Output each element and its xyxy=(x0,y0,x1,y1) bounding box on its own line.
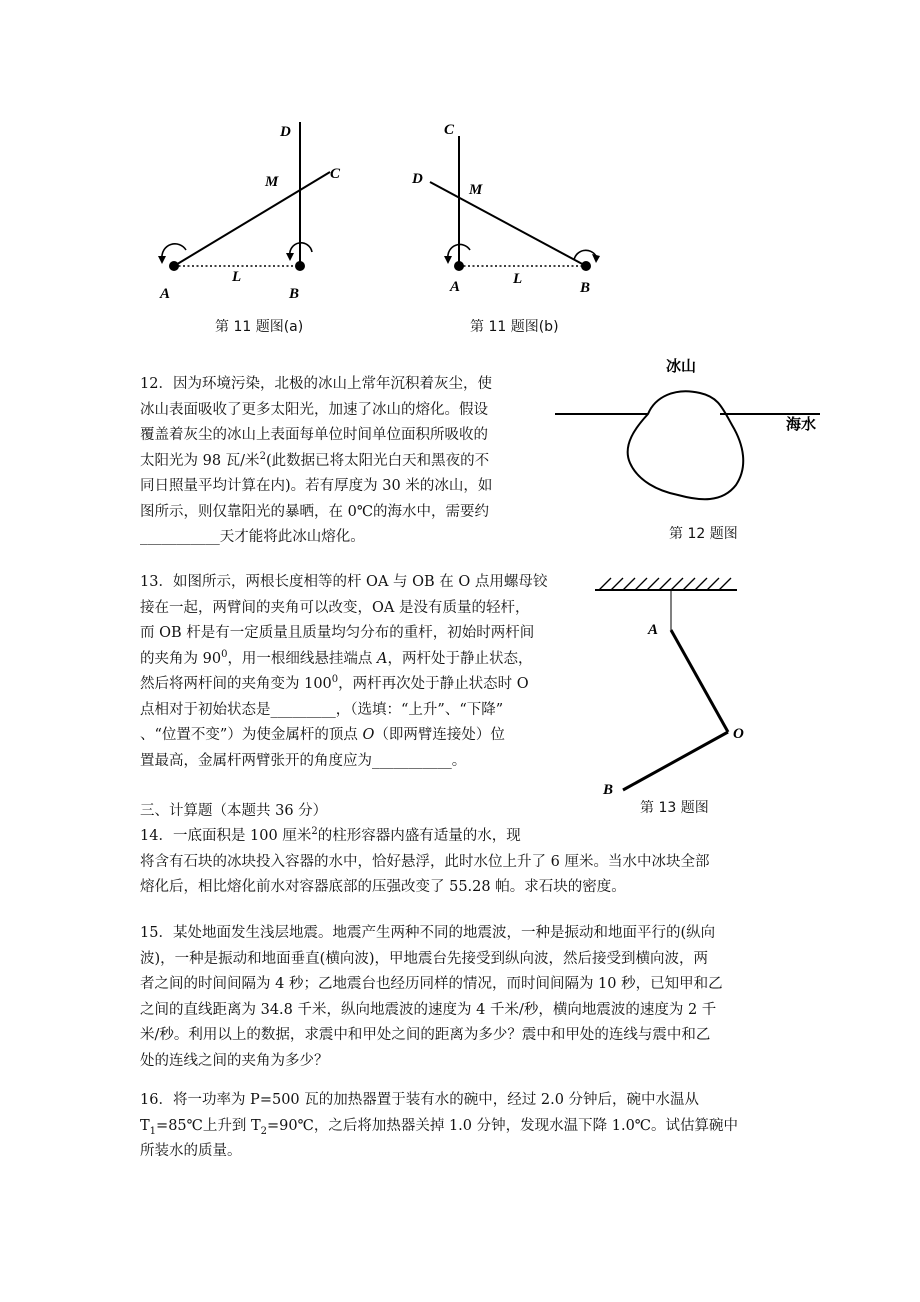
figure-12-caption: 第 12 题图 xyxy=(669,526,738,542)
figure-13-caption: 第 13 题图 xyxy=(640,800,709,816)
figure-13 xyxy=(595,570,765,805)
section-3-title: 三、计算题（本题共 36 分） xyxy=(140,803,328,819)
label-A: A xyxy=(160,286,171,302)
label-O: O xyxy=(733,726,744,742)
figure-12 xyxy=(550,345,840,515)
label-A: A xyxy=(450,279,461,295)
figure-11b xyxy=(400,110,620,310)
question-13: 13．如图所示，两根长度相等的杆 OA 与 OB 在 O 点用螺母铰 接在一起，两臂间的夹角可以改变，OA 是没有质量的轻杆， 而 OB 杆是有一定质量且质量均匀分布的重杆，初始时两杆间 的夹角为 $90^0$，用一根细线悬挂端点 A，两杆处于静止状态， 然后将两杆间的夹角变为 $100^0$，两杆再次处于静止状态时 O 点相对于初始状态是_________，（选填：“上升”、“下降” 、“位置不变”）为使金属杆的顶点 O（即两臂连接处）位 置最高，金属杆两臂张开的角度应为___________。 xyxy=(140,574,548,769)
label-M: M xyxy=(469,182,483,198)
question-12: 12．因为环境污染，北极的冰山上常年沉积着灰尘，使 冰山表面吸收了更多太阳光，加速了冰山的熔化。假设 覆盖着灰尘的冰山上表面每单位时间单位面积所吸收的 太阳光为 98 瓦/米$^2$(此数据已将太阳光白天和黑夜的不 同日照量平均计算在内)。若有厚度为 30 米的冰山，如 图所示，则仅靠阳光的暴晒，在 0℃的海水中，需要约 ___________天才能将此冰山熔化。 xyxy=(140,376,493,545)
label-D: D xyxy=(412,171,423,187)
label-C: C xyxy=(330,166,341,182)
label-C: C xyxy=(444,122,455,138)
figure-11a xyxy=(140,110,360,310)
label-B: B xyxy=(603,782,614,798)
label-B: B xyxy=(289,286,300,302)
label-M: M xyxy=(265,174,279,190)
label-B: B xyxy=(580,280,591,296)
question-14: 14．一底面积是 100 厘米$^2$的柱形容器内盛有适量的水，现 将含有石块的冰块投入容器的水中，恰好悬浮，此时水位上升了 6 厘米。当水中冰块全部 熔化后，相比熔化前水对容器底部的压强改变了 55.28 帕。求石块的密度。 xyxy=(140,826,710,895)
figure-11b-caption: 第 11 题图(b) xyxy=(470,319,559,335)
iceberg-label: 冰山 xyxy=(666,357,697,375)
question-16: 16．将一功率为 P=500 瓦的加热器置于装有水的碗中，经过 2.0 分钟后，碗中水温从 $T_1=85℃$上升到 $T_2=90℃$，之后将加热器关掉 1.0 分钟，发现水温下降 1.0℃。试估算碗中 所装水的质量。 xyxy=(140,1092,739,1159)
figure-11a-caption: 第 11 题图(a) xyxy=(215,319,304,335)
label-D: D xyxy=(280,124,291,140)
label-L: L xyxy=(232,269,242,285)
sea-label: 海水 xyxy=(786,415,817,433)
label-L: L xyxy=(513,271,523,287)
label-A: A xyxy=(648,622,659,638)
question-15: 15．某处地面发生浅层地震。地震产生两种不同的地震波，一种是振动和地面平行的(纵向 波)，一种是振动和地面垂直(横向波)，甲地震台先接受到纵向波，然后接受到横向波，两 者之间的时间间隔为 4 秒；乙地震台也经历同样的情况，而时间间隔为 10 秒，已知甲和乙 之间的直线距离为 34.8 千米，纵向地震波的速度为 4 千米/秒，横向地震波的速度为 2 千 米/秒。利用以上的数据，求震中和甲处之间的距离为多少？震中和甲处的连线与震中和乙 处的连线之间的夹角为多少？ xyxy=(140,925,723,1069)
